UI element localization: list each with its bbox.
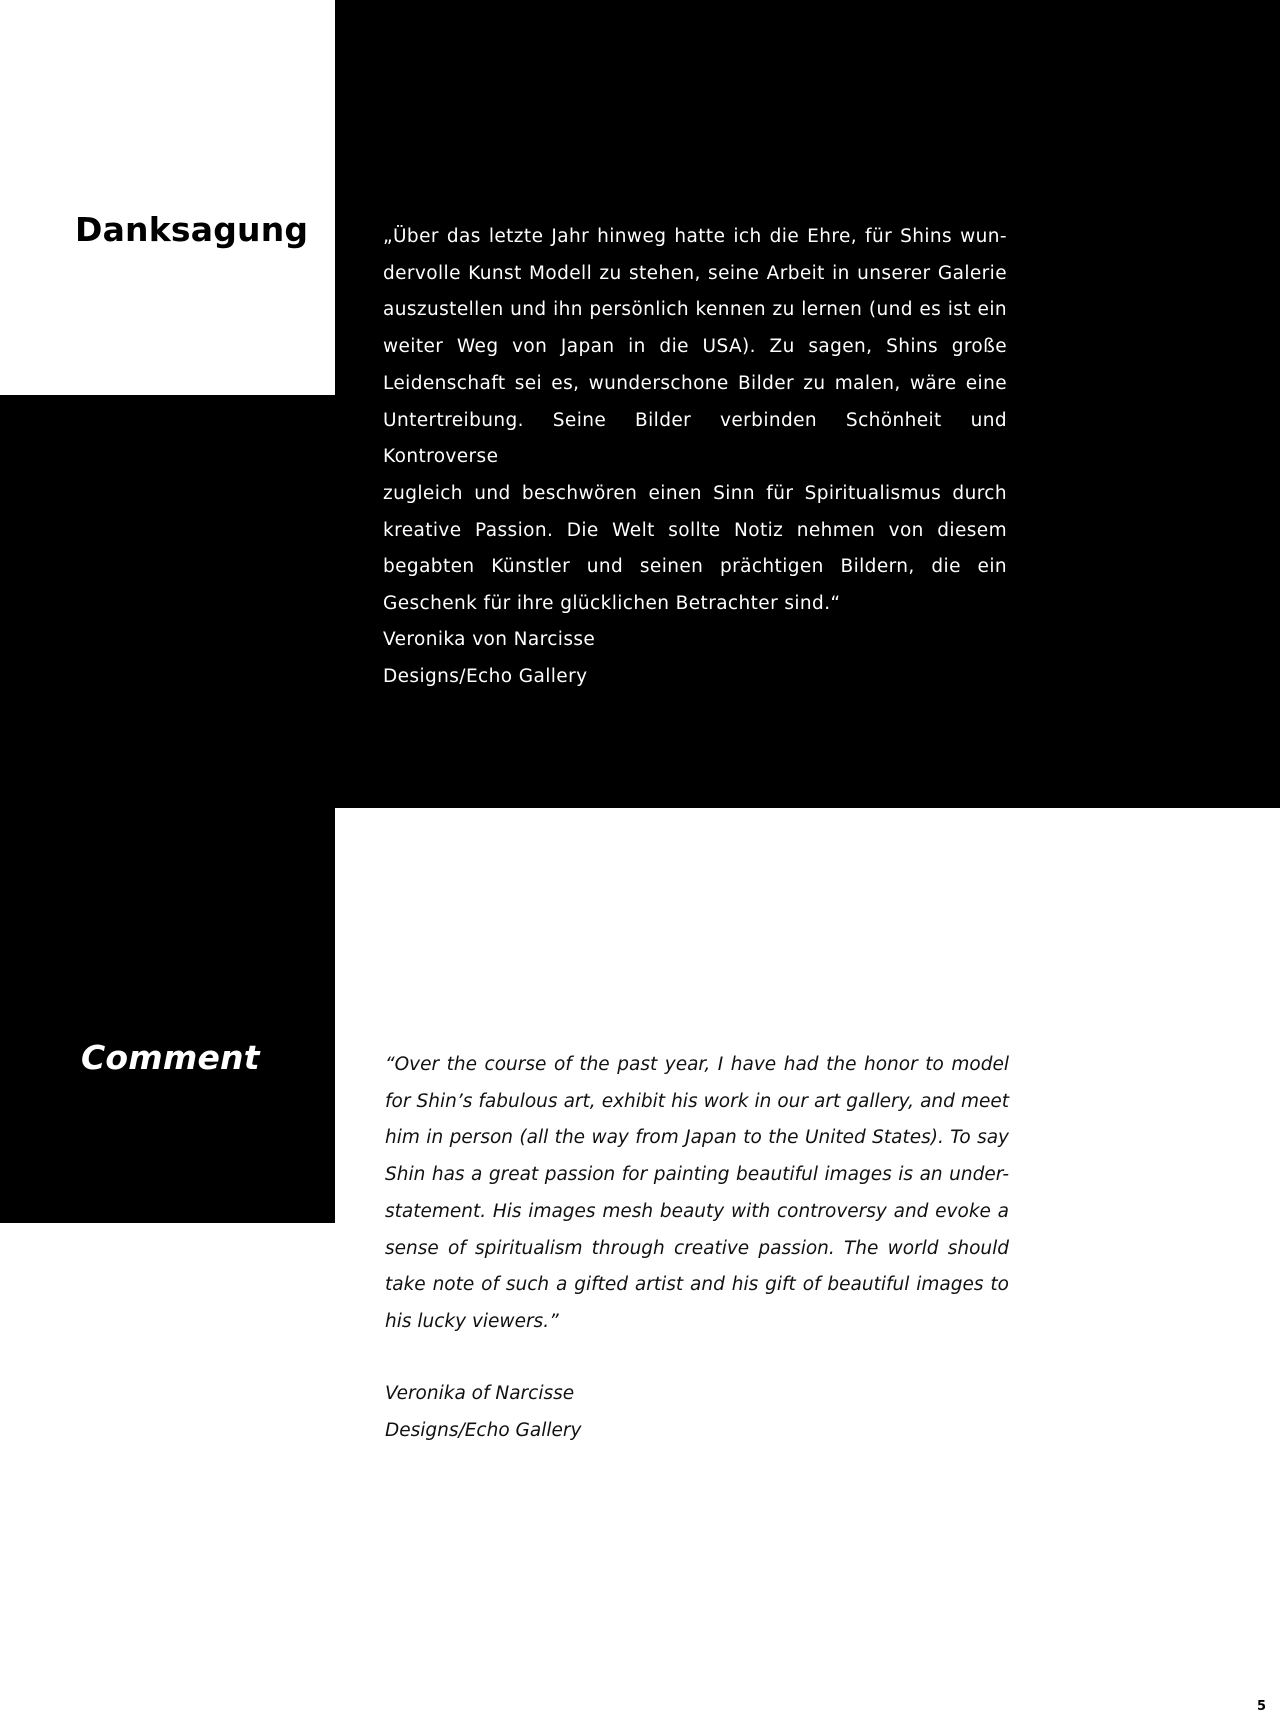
- quote-line: statement. His images mesh beauty with controversy and evoke a: [385, 1200, 1009, 1222]
- quote-line: weiter Weg von Japan in die USA). Zu sagen, Shins große: [383, 336, 1007, 358]
- quote-line: Leidenschaft sei es, wunderschone Bilder zu malen, wäre eine: [383, 372, 1007, 394]
- quote-line: kreative Passion. Die Welt sollte Notiz nehmen von diesem: [383, 519, 1007, 541]
- quote-line: begabten Künstler und seinen prächtigen Bildern, die ein: [383, 556, 1007, 578]
- english-heading: Comment: [81, 1038, 260, 1077]
- quote-line: him in person (all the way from Japan to the United States). To say: [385, 1127, 1009, 1149]
- german-quote: [383, 219, 1007, 623]
- author-name: Veronika von Narcisse: [383, 629, 596, 650]
- quote-line: dervolle Kunst Modell zu stehen, seine Arbeit in unserer Galerie: [383, 262, 1007, 284]
- quote-line: sense of spiritualism through creative passion. The world should: [385, 1237, 1009, 1259]
- quote-line: „Über das letzte Jahr hinweg hatte ich die Ehre, für Shins wun-: [383, 226, 1007, 247]
- quote-line: zugleich und beschwören einen Sinn für Spiritualismus durch: [383, 482, 1007, 504]
- quote-line: Untertreibung. Seine Bilder verbinden Schönheit und Kontroverse: [383, 409, 1007, 468]
- quote-line: auszustellen und ihn persönlich kennen zu lernen (und es ist ein: [383, 299, 1007, 321]
- english-signature: [385, 1376, 581, 1449]
- quote-line: Shin has a great passion for painting beautiful images is an under-: [385, 1164, 1009, 1186]
- quote-line: for Shin’s fabulous art, exhibit his work in our art gallery, and meet: [385, 1090, 1009, 1112]
- quote-line: his lucky viewers.”: [385, 1310, 559, 1332]
- author-affiliation: Designs/Echo Gallery: [383, 665, 588, 687]
- quote-line: “Over the course of the past year, I have had the honor to model: [385, 1054, 1009, 1075]
- german-signature: [383, 622, 595, 695]
- german-heading: Danksagung: [75, 210, 309, 249]
- black-block-left: [0, 395, 335, 1223]
- page-number: 5: [1256, 1699, 1266, 1714]
- quote-line: Geschenk für ihre glücklichen Betrachter sind.“: [383, 593, 841, 615]
- author-affiliation: Designs/Echo Gallery: [385, 1419, 582, 1441]
- english-quote: [385, 1047, 1009, 1341]
- author-name: Veronika of Narcisse: [385, 1383, 575, 1404]
- quote-line: take note of such a gifted artist and his gift of beautiful images to: [385, 1274, 1009, 1296]
